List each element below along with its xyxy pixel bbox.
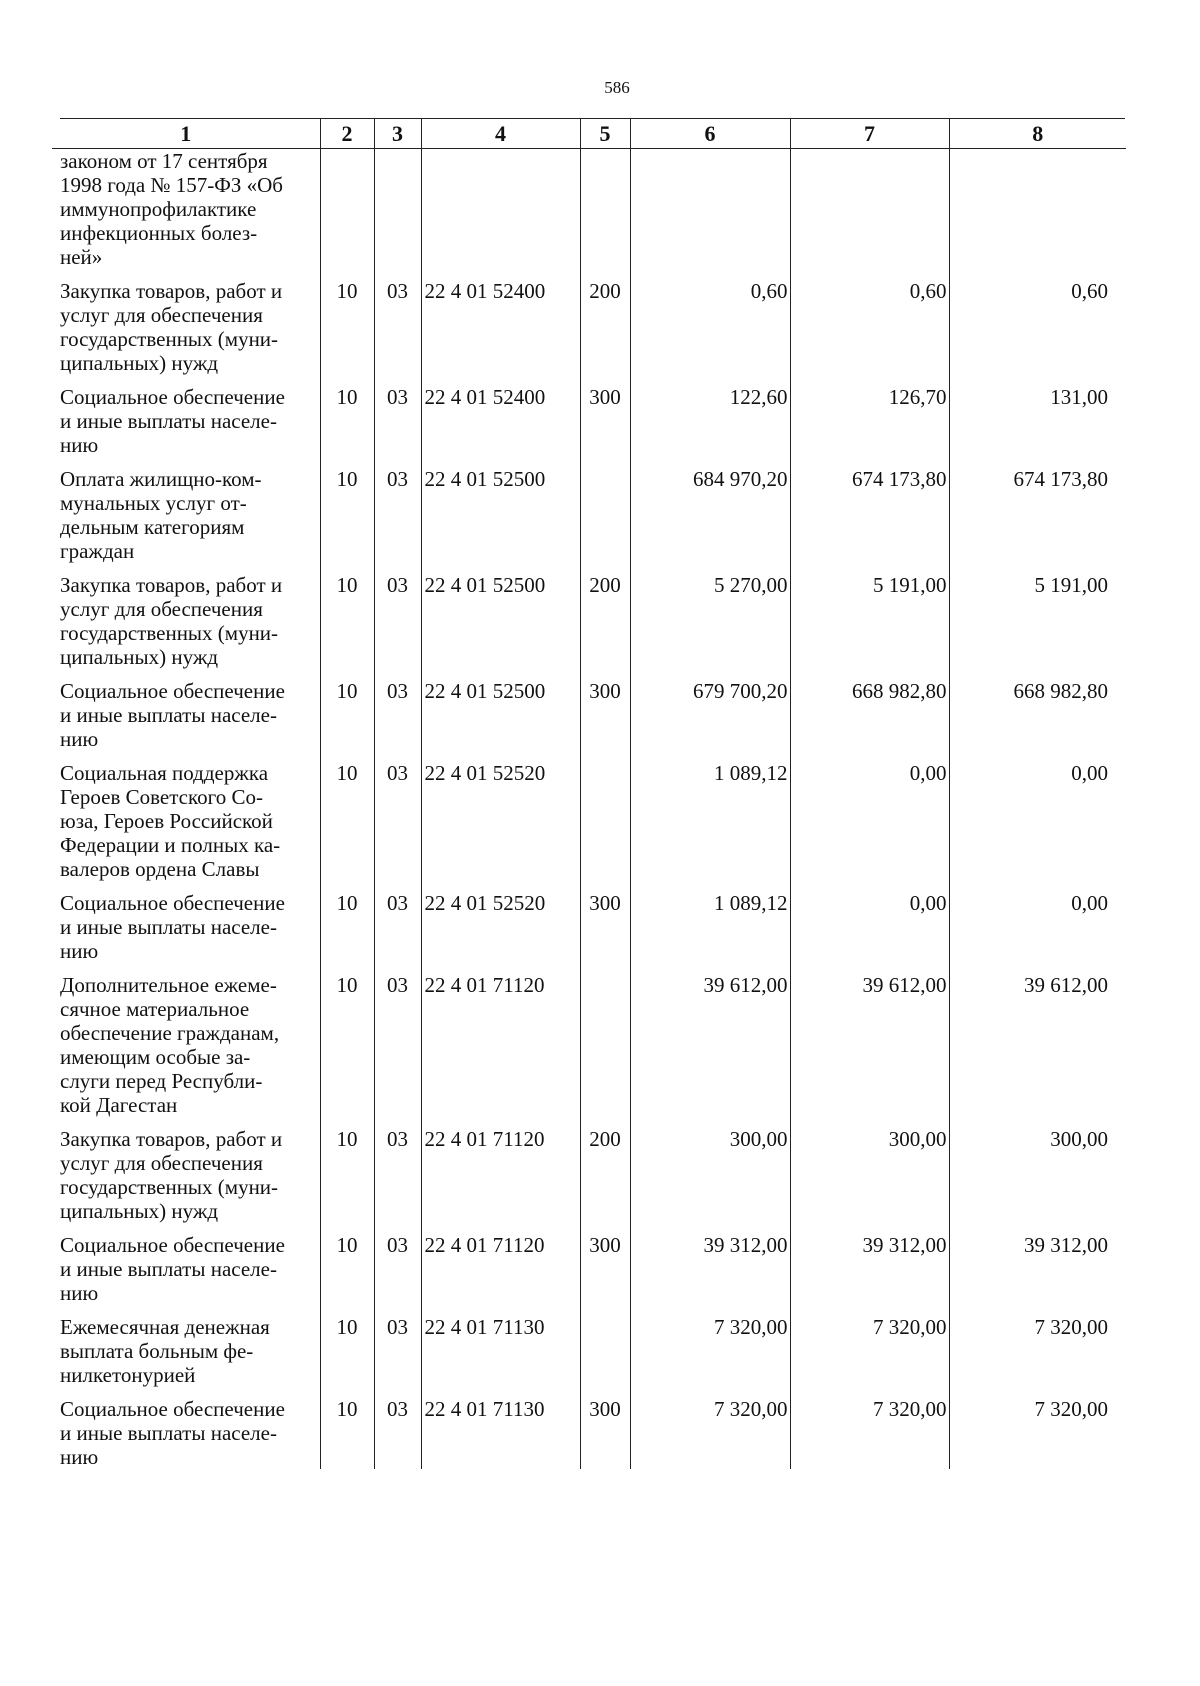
amount-col-7: 0,00 bbox=[790, 761, 949, 881]
amount-col-8: 674 173,80 bbox=[949, 467, 1126, 563]
target-article-code: 22 4 01 52400 bbox=[421, 385, 580, 457]
expense-type-code: 200 bbox=[580, 1127, 630, 1223]
spacer-cell bbox=[580, 1305, 630, 1315]
spacer-cell bbox=[949, 963, 1126, 973]
description-line: Социальное обеспечение bbox=[60, 891, 285, 915]
section-code bbox=[320, 149, 374, 270]
section-code: 10 bbox=[320, 467, 374, 563]
spacer-cell bbox=[320, 751, 374, 761]
description-line: иммунопрофилактике bbox=[60, 197, 257, 221]
spacer-cell bbox=[790, 669, 949, 679]
amount-col-6: 684 970,20 bbox=[630, 467, 790, 563]
header-row bbox=[52, 119, 1126, 149]
col-header-2: 2 bbox=[320, 119, 374, 149]
spacer-cell bbox=[949, 457, 1126, 467]
target-article-code: 22 4 01 52500 bbox=[421, 679, 580, 751]
spacer-cell bbox=[790, 1117, 949, 1127]
spacer-cell bbox=[630, 1117, 790, 1127]
col-header-3: 3 bbox=[374, 119, 421, 149]
spacer-cell bbox=[790, 457, 949, 467]
spacer-cell bbox=[949, 1117, 1126, 1127]
expense-type-code bbox=[580, 467, 630, 563]
row-description bbox=[52, 385, 320, 457]
spacer-cell bbox=[52, 669, 320, 679]
amount-col-6: 39 612,00 bbox=[630, 973, 790, 1117]
amount-col-8: 300,00 bbox=[949, 1127, 1126, 1223]
section-code: 10 bbox=[320, 679, 374, 751]
description-line: нию bbox=[60, 1281, 99, 1305]
row-description bbox=[52, 573, 320, 669]
row-description bbox=[52, 761, 320, 881]
spacer-cell bbox=[421, 457, 580, 467]
description-line: и иные выплаты населе- bbox=[60, 1257, 277, 1281]
spacer-cell bbox=[374, 1305, 421, 1315]
description-line: Ежемесячная денежная bbox=[60, 1315, 270, 1339]
amount-col-7: 39 312,00 bbox=[790, 1233, 949, 1305]
description-line: ципальных) нужд bbox=[60, 1199, 219, 1223]
description-line: сячное материальное bbox=[60, 997, 250, 1021]
expense-type-code: 200 bbox=[580, 279, 630, 375]
description-line: услуг для обеспечения bbox=[60, 597, 263, 621]
subsection-code: 03 bbox=[374, 1397, 421, 1469]
col-header-1: 1 bbox=[52, 119, 320, 149]
spacer-cell bbox=[790, 375, 949, 385]
spacer-cell bbox=[52, 563, 320, 573]
amount-col-7: 39 612,00 bbox=[790, 973, 949, 1117]
col-header-8: 8 bbox=[949, 119, 1126, 149]
spacer-cell bbox=[320, 669, 374, 679]
amount-col-8: 0,60 bbox=[949, 279, 1126, 375]
amount-col-8: 131,00 bbox=[949, 385, 1126, 457]
description-line: валеров ордена Славы bbox=[60, 857, 260, 881]
amount-col-7: 126,70 bbox=[790, 385, 949, 457]
amount-col-7: 668 982,80 bbox=[790, 679, 949, 751]
expense-type-code bbox=[580, 761, 630, 881]
spacer-cell bbox=[421, 881, 580, 891]
amount-col-6: 679 700,20 bbox=[630, 679, 790, 751]
target-article-code: 22 4 01 52500 bbox=[421, 573, 580, 669]
spacer-cell bbox=[52, 1305, 320, 1315]
row-spacer bbox=[52, 963, 1126, 973]
target-article-code bbox=[421, 149, 580, 270]
spacer-cell bbox=[949, 669, 1126, 679]
spacer-cell bbox=[52, 881, 320, 891]
spacer-cell bbox=[580, 457, 630, 467]
row-description bbox=[52, 973, 320, 1117]
table-row bbox=[52, 1127, 1126, 1223]
description-line: Федерации и полных ка- bbox=[60, 833, 281, 857]
spacer-cell bbox=[52, 375, 320, 385]
amount-col-8: 39 312,00 bbox=[949, 1233, 1126, 1305]
amount-col-8: 7 320,00 bbox=[949, 1397, 1126, 1469]
description-line: нилкетонурией bbox=[60, 1363, 196, 1387]
spacer-cell bbox=[320, 1387, 374, 1397]
col-header-4: 4 bbox=[421, 119, 580, 149]
amount-col-8: 39 612,00 bbox=[949, 973, 1126, 1117]
spacer-cell bbox=[790, 1305, 949, 1315]
spacer-cell bbox=[374, 1223, 421, 1233]
spacer-cell bbox=[580, 563, 630, 573]
subsection-code: 03 bbox=[374, 279, 421, 375]
description-line: юза, Героев Российской bbox=[60, 809, 273, 833]
description-line: ципальных) нужд bbox=[60, 351, 219, 375]
spacer-cell bbox=[949, 269, 1126, 279]
amount-col-7: 7 320,00 bbox=[790, 1397, 949, 1469]
spacer-cell bbox=[320, 375, 374, 385]
spacer-cell bbox=[580, 881, 630, 891]
subsection-code: 03 bbox=[374, 761, 421, 881]
description-line: Героев Советского Со- bbox=[60, 785, 263, 809]
table-row bbox=[52, 1315, 1126, 1387]
expense-type-code: 300 bbox=[580, 1397, 630, 1469]
spacer-cell bbox=[52, 963, 320, 973]
table-row bbox=[52, 761, 1126, 881]
description-line: выплата больным фе- bbox=[60, 1339, 254, 1363]
spacer-cell bbox=[374, 751, 421, 761]
expense-type-code: 300 bbox=[580, 385, 630, 457]
spacer-cell bbox=[421, 269, 580, 279]
spacer-cell bbox=[949, 751, 1126, 761]
table-row bbox=[52, 1397, 1126, 1469]
spacer-cell bbox=[949, 375, 1126, 385]
amount-col-8: 668 982,80 bbox=[949, 679, 1126, 751]
table-row bbox=[52, 149, 1126, 270]
amount-col-6: 7 320,00 bbox=[630, 1315, 790, 1387]
section-code: 10 bbox=[320, 1397, 374, 1469]
spacer-cell bbox=[52, 457, 320, 467]
section-code: 10 bbox=[320, 891, 374, 963]
subsection-code: 03 bbox=[374, 573, 421, 669]
row-description bbox=[52, 1315, 320, 1387]
description-line: Закупка товаров, работ и bbox=[60, 1127, 283, 1151]
spacer-cell bbox=[421, 1223, 580, 1233]
spacer-cell bbox=[630, 375, 790, 385]
col-header-7: 7 bbox=[790, 119, 949, 149]
spacer-cell bbox=[630, 1305, 790, 1315]
spacer-cell bbox=[52, 269, 320, 279]
description-line: и иные выплаты населе- bbox=[60, 915, 277, 939]
description-line: мунальных услуг от- bbox=[60, 491, 247, 515]
spacer-cell bbox=[580, 963, 630, 973]
amount-col-6 bbox=[630, 149, 790, 270]
table-row bbox=[52, 385, 1126, 457]
amount-col-8: 5 191,00 bbox=[949, 573, 1126, 669]
description-line: ципальных) нужд bbox=[60, 645, 219, 669]
description-line: нию bbox=[60, 727, 99, 751]
spacer-cell bbox=[630, 881, 790, 891]
description-line: законом от 17 сентября bbox=[60, 149, 268, 173]
spacer-cell bbox=[421, 751, 580, 761]
section-code: 10 bbox=[320, 1233, 374, 1305]
amount-col-7: 300,00 bbox=[790, 1127, 949, 1223]
row-spacer bbox=[52, 375, 1126, 385]
spacer-cell bbox=[580, 1117, 630, 1127]
section-code: 10 bbox=[320, 973, 374, 1117]
spacer-cell bbox=[52, 1117, 320, 1127]
description-line: Дополнительное ежеме- bbox=[60, 973, 277, 997]
row-spacer bbox=[52, 669, 1126, 679]
section-code: 10 bbox=[320, 279, 374, 375]
expense-type-code bbox=[580, 149, 630, 270]
row-spacer bbox=[52, 881, 1126, 891]
description-line: и иные выплаты населе- bbox=[60, 703, 277, 727]
expense-type-code bbox=[580, 1315, 630, 1387]
amount-col-8 bbox=[949, 149, 1126, 270]
amount-col-6: 1 089,12 bbox=[630, 761, 790, 881]
amount-col-6: 300,00 bbox=[630, 1127, 790, 1223]
subsection-code: 03 bbox=[374, 679, 421, 751]
amount-col-7 bbox=[790, 149, 949, 270]
row-spacer bbox=[52, 1117, 1126, 1127]
row-spacer bbox=[52, 563, 1126, 573]
section-code: 10 bbox=[320, 1315, 374, 1387]
table-row bbox=[52, 1233, 1126, 1305]
amount-col-6: 7 320,00 bbox=[630, 1397, 790, 1469]
description-line: государственных (муни- bbox=[60, 1175, 279, 1199]
spacer-cell bbox=[374, 669, 421, 679]
description-line: дельным категориям bbox=[60, 515, 245, 539]
description-line: Закупка товаров, работ и bbox=[60, 573, 283, 597]
amount-col-6: 122,60 bbox=[630, 385, 790, 457]
row-spacer bbox=[52, 751, 1126, 761]
section-code: 10 bbox=[320, 385, 374, 457]
spacer-cell bbox=[374, 375, 421, 385]
spacer-cell bbox=[374, 881, 421, 891]
description-line: Оплата жилищно-ком- bbox=[60, 467, 262, 491]
description-line: Социальное обеспечение bbox=[60, 385, 285, 409]
description-line: и иные выплаты населе- bbox=[60, 409, 277, 433]
row-description bbox=[52, 679, 320, 751]
spacer-cell bbox=[630, 669, 790, 679]
spacer-cell bbox=[320, 269, 374, 279]
subsection-code: 03 bbox=[374, 1315, 421, 1387]
amount-col-7: 7 320,00 bbox=[790, 1315, 949, 1387]
subsection-code: 03 bbox=[374, 891, 421, 963]
description-line: государственных (муни- bbox=[60, 327, 279, 351]
spacer-cell bbox=[421, 1117, 580, 1127]
expense-type-code: 300 bbox=[580, 891, 630, 963]
row-description bbox=[52, 891, 320, 963]
subsection-code: 03 bbox=[374, 467, 421, 563]
description-line: нию bbox=[60, 1445, 99, 1469]
spacer-cell bbox=[320, 881, 374, 891]
amount-col-7: 0,60 bbox=[790, 279, 949, 375]
page-number: 586 bbox=[604, 78, 630, 97]
row-spacer bbox=[52, 457, 1126, 467]
description-line: Закупка товаров, работ и bbox=[60, 279, 283, 303]
spacer-cell bbox=[630, 751, 790, 761]
budget-table bbox=[52, 119, 1126, 1469]
spacer-cell bbox=[320, 1117, 374, 1127]
spacer-cell bbox=[790, 269, 949, 279]
description-line: ней» bbox=[60, 245, 103, 269]
description-line: услуг для обеспечения bbox=[60, 303, 263, 327]
spacer-cell bbox=[790, 1223, 949, 1233]
spacer-cell bbox=[790, 1387, 949, 1397]
description-line: кой Дагестан bbox=[60, 1093, 178, 1117]
amount-col-7: 0,00 bbox=[790, 891, 949, 963]
row-spacer bbox=[52, 1387, 1126, 1397]
col-header-5: 5 bbox=[580, 119, 630, 149]
table-row bbox=[52, 973, 1126, 1117]
description-line: Социальное обеспечение bbox=[60, 1233, 285, 1257]
target-article-code: 22 4 01 71120 bbox=[421, 1127, 580, 1223]
description-line: 1998 года № 157-ФЗ «Об bbox=[60, 173, 283, 197]
table-row bbox=[52, 891, 1126, 963]
row-spacer bbox=[52, 269, 1126, 279]
table-row bbox=[52, 467, 1126, 563]
expense-type-code: 300 bbox=[580, 1233, 630, 1305]
amount-col-6: 39 312,00 bbox=[630, 1233, 790, 1305]
amount-col-6: 5 270,00 bbox=[630, 573, 790, 669]
amount-col-8: 0,00 bbox=[949, 761, 1126, 881]
expense-type-code bbox=[580, 973, 630, 1117]
spacer-cell bbox=[790, 751, 949, 761]
row-spacer bbox=[52, 1223, 1126, 1233]
spacer-cell bbox=[421, 1305, 580, 1315]
target-article-code: 22 4 01 52520 bbox=[421, 891, 580, 963]
spacer-cell bbox=[790, 963, 949, 973]
table-row bbox=[52, 679, 1126, 751]
spacer-cell bbox=[580, 1223, 630, 1233]
spacer-cell bbox=[421, 1387, 580, 1397]
row-description bbox=[52, 279, 320, 375]
spacer-cell bbox=[630, 457, 790, 467]
spacer-cell bbox=[421, 669, 580, 679]
subsection-code: 03 bbox=[374, 385, 421, 457]
spacer-cell bbox=[949, 1387, 1126, 1397]
row-description bbox=[52, 467, 320, 563]
target-article-code: 22 4 01 52520 bbox=[421, 761, 580, 881]
spacer-cell bbox=[580, 375, 630, 385]
spacer-cell bbox=[580, 269, 630, 279]
row-description bbox=[52, 1233, 320, 1305]
description-line: нию bbox=[60, 433, 99, 457]
description-line: государственных (муни- bbox=[60, 621, 279, 645]
spacer-cell bbox=[630, 563, 790, 573]
description-line: граждан bbox=[60, 539, 135, 563]
section-code: 10 bbox=[320, 761, 374, 881]
spacer-cell bbox=[630, 1223, 790, 1233]
subsection-code: 03 bbox=[374, 973, 421, 1117]
spacer-cell bbox=[421, 375, 580, 385]
description-line: инфекционных болез- bbox=[60, 221, 258, 245]
spacer-cell bbox=[790, 881, 949, 891]
section-code: 10 bbox=[320, 573, 374, 669]
spacer-cell bbox=[580, 751, 630, 761]
target-article-code: 22 4 01 52400 bbox=[421, 279, 580, 375]
row-description bbox=[52, 1397, 320, 1469]
spacer-cell bbox=[374, 563, 421, 573]
expense-type-code: 200 bbox=[580, 573, 630, 669]
table-row bbox=[52, 279, 1126, 375]
target-article-code: 22 4 01 52500 bbox=[421, 467, 580, 563]
spacer-cell bbox=[374, 963, 421, 973]
description-line: и иные выплаты населе- bbox=[60, 1421, 277, 1445]
subsection-code: 03 bbox=[374, 1233, 421, 1305]
spacer-cell bbox=[374, 269, 421, 279]
spacer-cell bbox=[52, 1387, 320, 1397]
target-article-code: 22 4 01 71120 bbox=[421, 1233, 580, 1305]
spacer-cell bbox=[630, 963, 790, 973]
spacer-cell bbox=[580, 669, 630, 679]
spacer-cell bbox=[580, 1387, 630, 1397]
row-spacer bbox=[52, 1305, 1126, 1315]
spacer-cell bbox=[949, 881, 1126, 891]
description-line: Социальная поддержка bbox=[60, 761, 269, 785]
spacer-cell bbox=[421, 963, 580, 973]
target-article-code: 22 4 01 71120 bbox=[421, 973, 580, 1117]
amount-col-6: 0,60 bbox=[630, 279, 790, 375]
spacer-cell bbox=[320, 1305, 374, 1315]
spacer-cell bbox=[320, 963, 374, 973]
spacer-cell bbox=[52, 751, 320, 761]
description-line: имеющим особые за- bbox=[60, 1045, 251, 1069]
description-line: обеспечение гражданам, bbox=[60, 1021, 280, 1045]
description-line: Социальное обеспечение bbox=[60, 679, 285, 703]
table-row bbox=[52, 573, 1126, 669]
target-article-code: 22 4 01 71130 bbox=[421, 1315, 580, 1387]
expense-type-code: 300 bbox=[580, 679, 630, 751]
spacer-cell bbox=[374, 1117, 421, 1127]
description-line: услуг для обеспечения bbox=[60, 1151, 263, 1175]
spacer-cell bbox=[374, 1387, 421, 1397]
col-header-6: 6 bbox=[630, 119, 790, 149]
amount-col-7: 674 173,80 bbox=[790, 467, 949, 563]
target-article-code: 22 4 01 71130 bbox=[421, 1397, 580, 1469]
spacer-cell bbox=[790, 563, 949, 573]
spacer-cell bbox=[949, 563, 1126, 573]
spacer-cell bbox=[949, 1305, 1126, 1315]
subsection-code: 03 bbox=[374, 1127, 421, 1223]
spacer-cell bbox=[320, 1223, 374, 1233]
spacer-cell bbox=[421, 563, 580, 573]
spacer-cell bbox=[374, 457, 421, 467]
amount-col-6: 1 089,12 bbox=[630, 891, 790, 963]
spacer-cell bbox=[630, 1387, 790, 1397]
subsection-code bbox=[374, 149, 421, 270]
description-line: слуги перед Республи- bbox=[60, 1069, 263, 1093]
spacer-cell bbox=[949, 1223, 1126, 1233]
spacer-cell bbox=[52, 1223, 320, 1233]
description-line: Социальное обеспечение bbox=[60, 1397, 285, 1421]
spacer-cell bbox=[320, 457, 374, 467]
description-line: нию bbox=[60, 939, 99, 963]
row-description bbox=[52, 1127, 320, 1223]
amount-col-8: 7 320,00 bbox=[949, 1315, 1126, 1387]
amount-col-7: 5 191,00 bbox=[790, 573, 949, 669]
row-description bbox=[52, 149, 320, 270]
section-code: 10 bbox=[320, 1127, 374, 1223]
spacer-cell bbox=[320, 563, 374, 573]
amount-col-8: 0,00 bbox=[949, 891, 1126, 963]
spacer-cell bbox=[630, 269, 790, 279]
